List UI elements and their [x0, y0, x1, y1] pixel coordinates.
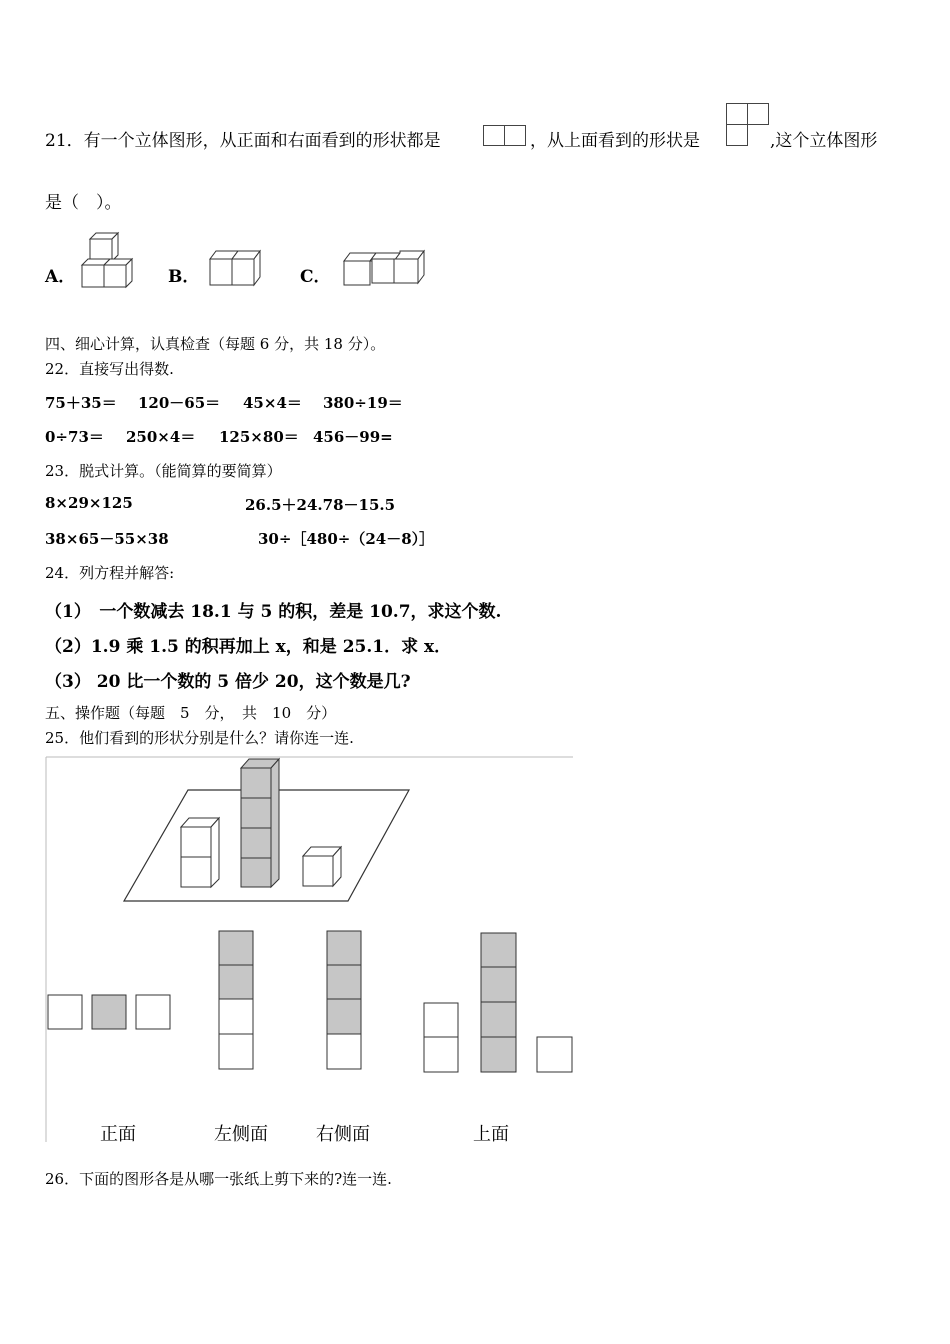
label-top: 上面	[473, 1124, 509, 1145]
q23-expr: 8×29×125	[45, 494, 133, 512]
q21-top-view-figure	[726, 103, 770, 147]
option-a-cube-figure	[80, 231, 144, 289]
section4-title: 四、细心计算，认真检查（每题 6 分，共 18 分）。	[45, 335, 386, 353]
q23-expr: 38×65－55×38	[45, 530, 169, 548]
front-view-square	[136, 995, 170, 1029]
q22-expr: 250×4＝	[126, 428, 196, 446]
q22-expr: 380÷19＝	[323, 394, 403, 412]
q21-text-line2: 是（ ）。	[45, 193, 122, 213]
q23-expr: 30÷［480÷（24－8）］	[258, 530, 435, 548]
option-c-cube-figure	[342, 249, 426, 289]
q22-expr: 120－65＝	[138, 394, 221, 412]
label-left-side: 左侧面	[214, 1124, 268, 1145]
q26-title: 26．下面的图形各是从哪一张纸上剪下来的?连一连.	[45, 1170, 392, 1188]
option-c-label: C．	[300, 267, 331, 287]
q23-title: 23．脱式计算。（能简算的要简算）	[45, 462, 282, 480]
front-view-square	[48, 995, 82, 1029]
option-b-label: B．	[168, 267, 200, 287]
front-view-square	[92, 995, 126, 1029]
q22-expr: 75＋35＝	[45, 394, 117, 412]
option-b-cube-figure	[208, 249, 272, 289]
q24-item: （1） 一个数减去 18.1 与 5 的积，差是 10.7，求这个数.	[45, 602, 502, 622]
q22-expr: 125×80＝	[219, 428, 299, 446]
section5-title: 五、操作题（每题 5 分， 共 10 分）	[45, 704, 337, 722]
q22-expr: 0÷73＝	[45, 428, 104, 446]
q22-title: 22．直接写出得数.	[45, 360, 174, 378]
label-front: 正面	[100, 1124, 136, 1145]
q25-figure	[45, 756, 575, 1144]
q21-front-view-figure	[483, 125, 527, 147]
q21-text-part1: 21．有一个立体图形，从正面和右面看到的形状都是	[45, 131, 441, 151]
q21-text-part2: ，从上面看到的形状是	[530, 131, 700, 151]
option-a-label: A．	[45, 267, 76, 287]
q25-title: 25．他们看到的形状分别是什么？请你连一连.	[45, 729, 354, 747]
q24-item: （3） 20 比一个数的 5 倍少 20，这个数是几?	[45, 672, 411, 692]
q21-text-part3: ,这个立体图形	[770, 131, 878, 151]
q22-expr: 456－99=	[313, 428, 393, 446]
q23-expr: 26.5＋24.78－15.5	[245, 496, 396, 514]
q22-expr: 45×4＝	[243, 394, 302, 412]
q24-title: 24．列方程并解答:	[45, 564, 175, 582]
label-right-side: 右侧面	[316, 1124, 370, 1145]
q24-item: （2）1.9 乘 1.5 的积再加上 x，和是 25.1．求 x．	[45, 637, 452, 657]
